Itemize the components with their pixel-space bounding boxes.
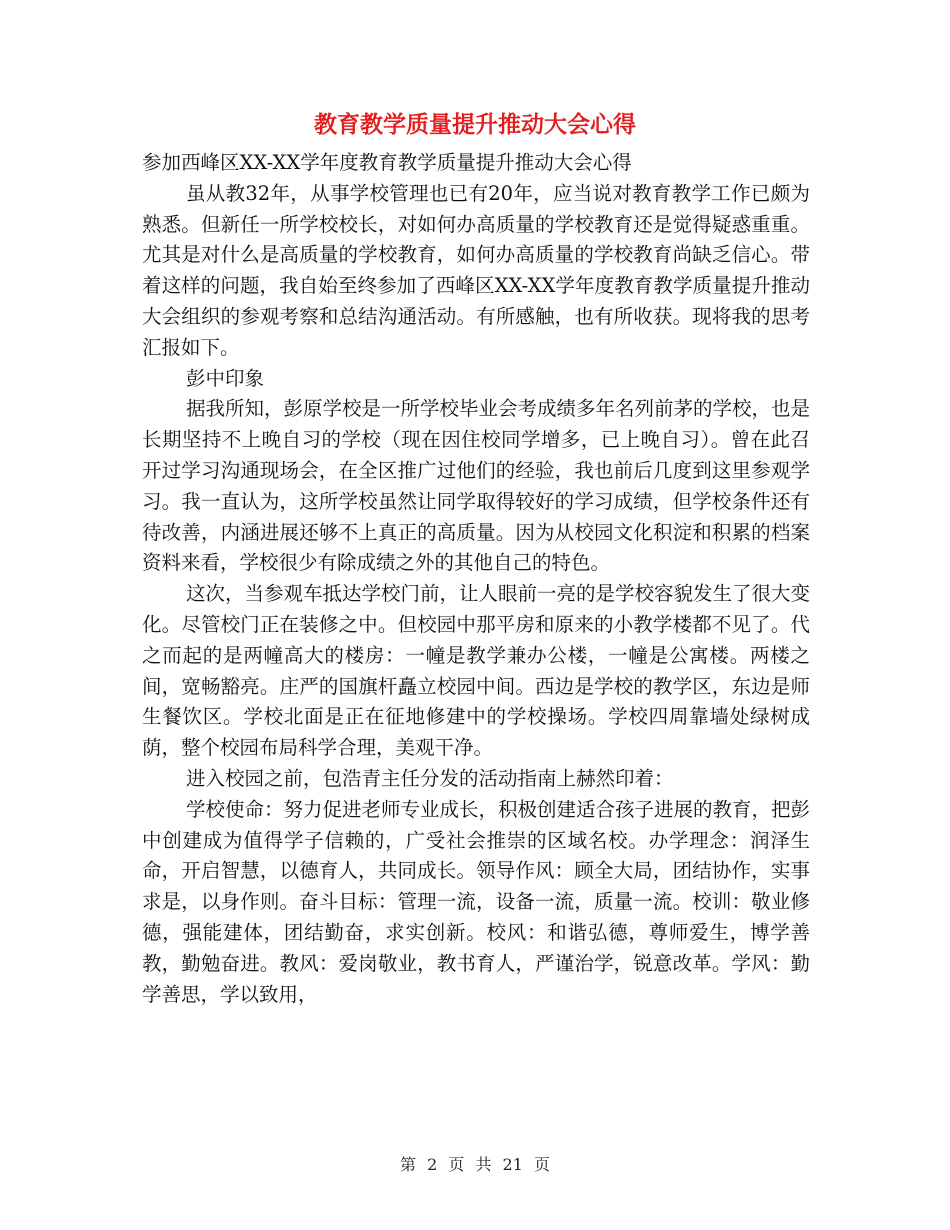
document-title: 教育教学质量提升推动大会心得 <box>314 112 636 138</box>
paragraph-guide-intro: 进入校园之前，包浩青主任分发的活动指南上赫然印着： <box>186 766 674 790</box>
paragraph-campus-change: 这次，当参观车抵达学校门前，让人眼前一亮的是学校容貌发生了很大变化。尽管校门正在装修之中。但校园中那平房和原来的小教学楼都不见了。代之而起的是两幢高大的楼房：一幢是教学兼办公楼，一幢是公寓楼。两楼之间，宽畅豁亮。庄严的国旗杆矗立校园中间。西边是学校的教学区，东边是师生餐饮区。学校北面是正在征地修建中的学校操场。学校四周靠墙处绿树成荫，整个校园布局科学合理，美观干净。 <box>142 582 811 760</box>
paragraph-intro: 虽从教32年，从事学校管理也已有20年，应当说对教育教学工作已颇为熟悉。但新任一所学校校长，对如何办高质量的学校教育还是觉得疑惑重重。尤其是对什么是高质量的学校教育，如何办高质量的学校教育尚缺乏信心。带着这样的问题，我自始至终参加了西峰区XX-XX学年度教育教学质量提升推动大会组织的参观考察和总结沟通活动。有所感触，也有所收获。现将我的思考汇报如下。 <box>142 181 810 359</box>
paragraph-impression: 据我所知，彭原学校是一所学校毕业会考成绩多年名列前茅的学校，也是长期坚持不上晚自习的学校（现在因住校同学增多，已上晚自习）。曾在此召开过学习沟通现场会，在全区推广过他们的经验，我也前后几度到这里参观学习。我一直认为，这所学校虽然让同学取得较好的学习成绩，但学校条件还有待改善，内涵进展还够不上真正的高质量。因为从校园文化积淀和积累的档案资料来看，学校很少有除成绩之外的其他自己的特色。 <box>142 397 811 575</box>
section-heading: 彭中印象 <box>186 366 265 390</box>
page-number-footer: 第 2 页 共 21 页 <box>400 1155 550 1174</box>
paragraph-school-mission: 学校使命：努力促进老师专业成长，积极创建适合孩子进展的教育，把彭中创建成为值得学子信赖的，广受社会推崇的区域名校。办学理念：润泽生命，开启智慧，以德育人，共同成长。领导作风：顾全大局，团结协作，实事求是，以身作则。奋斗目标：管理一流，设备一流，质量一流。校训：敬业修德，强能建体，团结勤奋，求实创新。校风：和谐弘德，尊师爱生，博学善教，勤勉奋进。教风：爱岗敬业，教书育人，严谨治学，锐意改革。学风：勤学善思，学以致用， <box>142 797 811 1006</box>
document-body <box>142 148 810 1010</box>
document-subtitle: 参加西峰区XX-XX学年度教育教学质量提升推动大会心得 <box>142 151 632 174</box>
